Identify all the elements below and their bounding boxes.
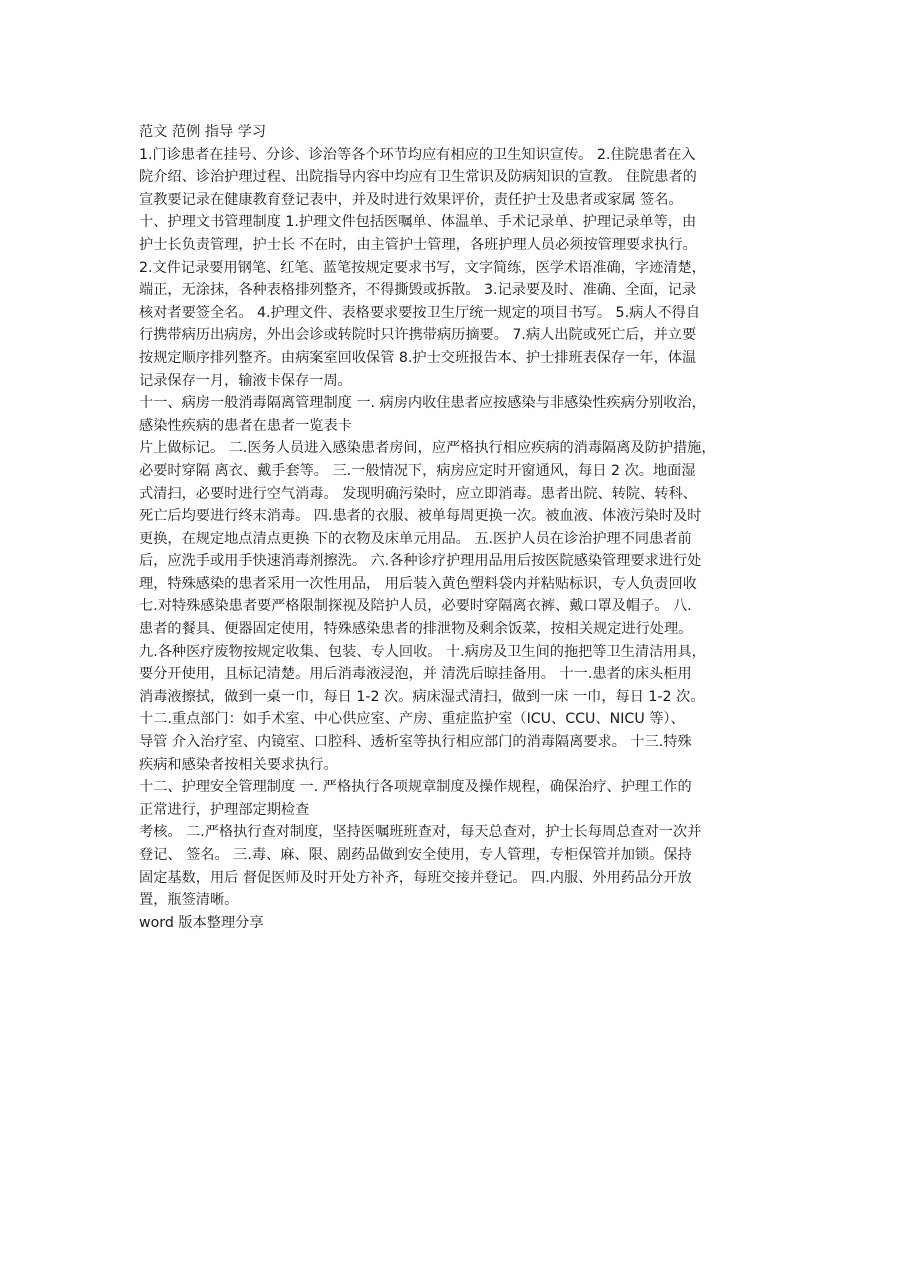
text-line: 十二、护理安全管理制度 一. 严格执行各项规章制度及操作规程，确保治疗、护理工作的 xyxy=(139,779,692,796)
header-text: 范文 范例 指导 学习 xyxy=(139,124,267,140)
text-line: 记录保存一月，输液卡保存一周。 xyxy=(139,372,352,389)
footer-text: word 版本整理分享 xyxy=(139,914,264,931)
text-line: 核对者要签全名。 4.护理文件、表格要求要按卫生厅统一规定的项目书写。 5.病人不得自 xyxy=(139,304,701,321)
text-line: 十、护理文书管理制度 1.护理文件包括医嘱单、体温单、手术记录单、护理记录单等，由 xyxy=(139,214,697,231)
text-line: 端正，无涂抹，各种表格排列整齐，不得撕毁或拆散。 3.记录要及时、准确、全面，记录 xyxy=(139,282,697,299)
text-line: 七.对特殊感染患者要严格限制探视及陪护人员，必要时穿隔离衣裤、戴口罩及帽子。 八. xyxy=(139,598,692,615)
text-line: 1.门诊患者在挂号、分诊、诊治等各个环节均应有相应的卫生知识宣传。 2.住院患者在入 xyxy=(139,146,696,163)
text-line: 要分开使用，且标记清楚。用后消毒液浸泡，并 清洗后晾挂备用。 十一.患者的床头柜用 xyxy=(139,666,692,683)
text-line: 按规定顺序排列整齐。由病案室回收保管 8.护士交班报告本、护士排班表保存一年，体温 xyxy=(139,349,697,366)
text-line: 导管 介入治疗室、内镜室、口腔科、透析室等执行相应部门的消毒隔离要求。 十三.特殊 xyxy=(139,734,692,751)
text-line: 固定基数，用后 督促医师及时开处方补齐，每班交接并登记。 四.内服、外用药品分开放 xyxy=(139,869,692,886)
text-line: 患者的餐具、便器固定使用，特殊感染患者的排泄物及剩余饭菜，按相关规定进行处理。 xyxy=(139,621,693,638)
text-line: 消毒液擦拭，做到一桌一巾，每日 1-2 次。病床湿式清扫，做到一床 一巾，每日 1-2 次。 xyxy=(139,688,705,705)
text-line: 理，特殊感染的患者采用一次性用品， 用后装入黄色塑料袋内并粘贴标识，专人负责回收 xyxy=(139,575,697,592)
document-body xyxy=(139,121,779,934)
text-line: 护士长负责管理，护士长 不在时，由主管护士管理，各班护理人员必须按管理要求执行。 xyxy=(139,236,697,253)
text-line: 十二.重点部门：如手术室、中心供应室、产房、重症监护室（ICU、CCU、NICU 等）、 xyxy=(139,711,685,728)
text-line: 更换，在规定地点清点更换 下的衣物及床单元用品。 五.医护人员在诊治护理不同患者前 xyxy=(139,530,692,547)
text-line: 行携带病历出病房，外出会诊或转院时只许携带病历摘要。 7.病人出院或死亡后，并立要 xyxy=(139,327,697,344)
text-line: 正常进行，护理部定期检查 xyxy=(139,801,310,818)
text-line: 登记、 签名。 三.毒、麻、限、剧药品做到安全使用，专人管理，专柜保管并加锁。保持 xyxy=(139,847,692,863)
text-line: 十一、病房一般消毒隔离管理制度 一. 病房内收住患者应按感染与非感染性疾病分别收治， xyxy=(139,395,706,412)
text-line: 九.各种医疗废物按规定收集、包装、专人回收。 十.病房及卫生间的拖把等卫生清洁用具， xyxy=(139,643,706,660)
text-line: 式清扫，必要时进行空气消毒。 发现明确污染时，应立即消毒。患者出院、转院、转科、 xyxy=(139,485,697,502)
text-line: 后，应洗手或用手快速消毒剂擦洗。 六.各种诊疗护理用品用后按医院感染管理要求进行处 xyxy=(139,553,702,570)
text-line: 宣教要记录在健康教育登记表中，并及时进行效果评价，责任护士及患者或家属 签名。 xyxy=(139,191,683,208)
text-line: 院介绍、诊治护理过程、出院指导内容中均应有卫生常识及防病知识的宣教。 住院患者的 xyxy=(139,169,697,186)
text-line: 2.文件记录要用钢笔、红笔、蓝笔按规定要求书写，文字简练，医学术语准确，字迹清楚， xyxy=(139,259,706,276)
text-line: 疾病和感染者按相关要求执行。 xyxy=(139,756,338,773)
text-line: 必要时穿隔 离衣、戴手套等。 三.一般情况下，病房应定时开窗通风，每日 2 次。地面湿 xyxy=(139,462,696,479)
text-line: 置，瓶签清晰。 xyxy=(139,892,239,909)
text-line: 感染性疾病的患者在患者一览表卡 xyxy=(139,417,352,434)
text-line: 片上做标记。 二.医务人员进入感染患者房间，应严格执行相应疾病的消毒隔离及防护措施， xyxy=(139,440,716,457)
text-line: 考核。 二.严格执行查对制度，坚持医嘱班班查对，每天总查对，护士长每周总查对一次并 xyxy=(139,824,702,841)
document-page xyxy=(139,121,779,934)
text-line: 死亡后均要进行终末消毒。 四.患者的衣服、被单每周更换一次。被血液、体液污染时及时 xyxy=(139,508,702,525)
